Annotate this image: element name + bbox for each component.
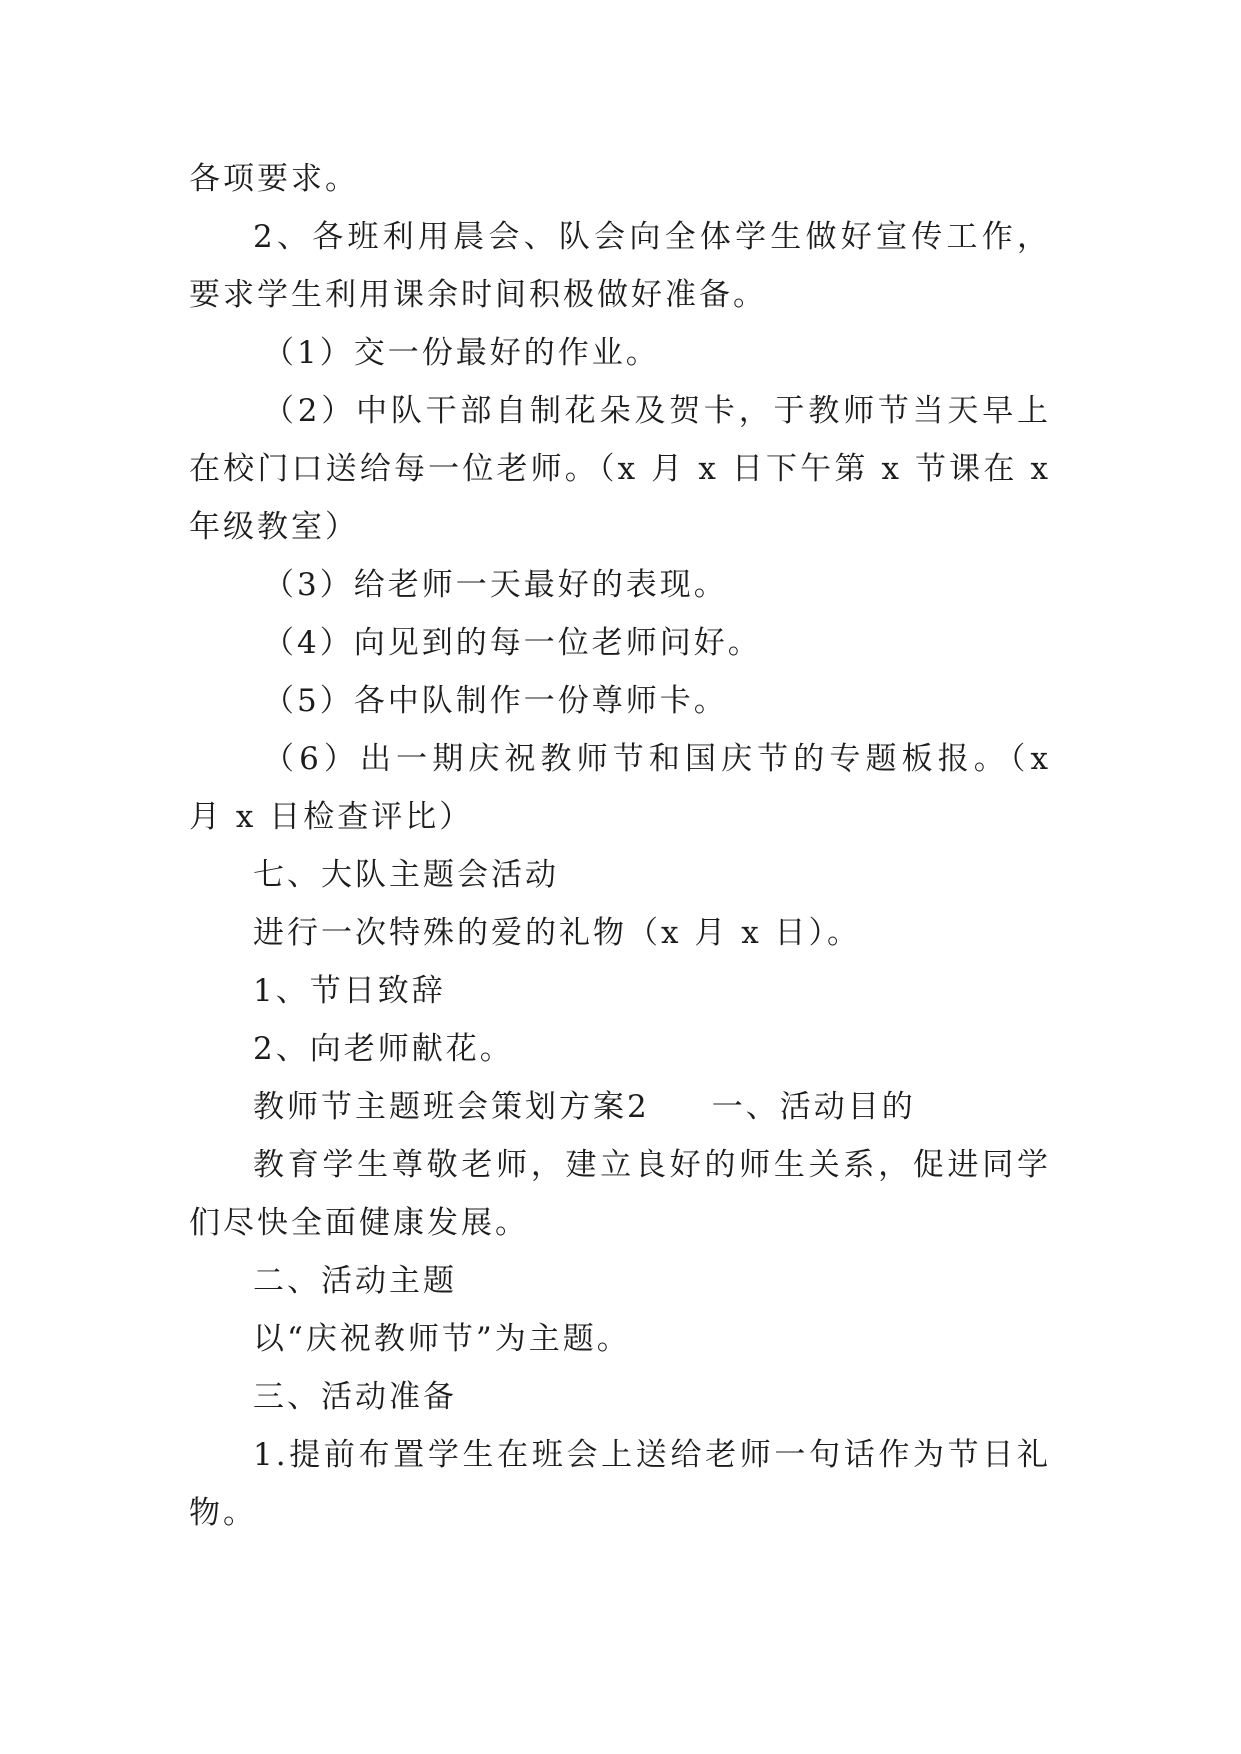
paragraph-preparation-1: 1.提前布置学生在班会上送给老师一句话作为节日礼物。 <box>189 1437 1051 1531</box>
paragraph-special-gift: 进行一次特殊的爱的礼物（x 月 x 日）。 <box>253 915 862 951</box>
list-item-present-flowers: 2、向老师献花。 <box>253 1031 514 1067</box>
list-item-homework: （1）交一份最好的作业。 <box>263 335 660 371</box>
paragraph-purpose: 教育学生尊敬老师，建立良好的师生关系，促进同学们尽快全面健康发展。 <box>189 1147 1051 1241</box>
list-item-greet-teachers: （4）向见到的每一位老师问好。 <box>263 625 762 661</box>
heading-activity-purpose: 一、活动目的 <box>711 1089 916 1125</box>
heading-activity-theme: 二、活动主题 <box>253 1263 457 1299</box>
list-item-flowers-cards: （2）中队干部自制花朵及贺卡，于教师节当天早上在校门口送给每一位老师。（x 月 x 日下午第 x 节课在 x 年级教室） <box>189 393 1051 545</box>
list-item-best-performance: （3）给老师一天最好的表现。 <box>263 567 728 603</box>
plan-title: 教师节主题班会策划方案2 <box>253 1089 650 1125</box>
document-body <box>189 150 1051 1542</box>
paragraph-theme: 以“庆祝教师节”为主题。 <box>253 1321 631 1357</box>
paragraph-class-publicity: 2、各班利用晨会、队会向全体学生做好宣传工作，要求学生利用课余时间积极做好准备。 <box>189 219 1051 313</box>
paragraph-requirements-end: 各项要求。 <box>189 161 359 197</box>
plan-title-line <box>189 1078 1051 1136</box>
heading-activity-preparation: 三、活动准备 <box>253 1379 457 1415</box>
list-item-respect-card: （5）各中队制作一份尊师卡。 <box>263 683 728 719</box>
heading-brigade-meeting: 七、大队主题会活动 <box>253 857 559 893</box>
list-item-speech: 1、节日致辞 <box>253 973 446 1009</box>
list-item-blackboard: （6）出一期庆祝教师节和国庆节的专题板报。（x 月 x 日检查评比） <box>189 741 1051 835</box>
